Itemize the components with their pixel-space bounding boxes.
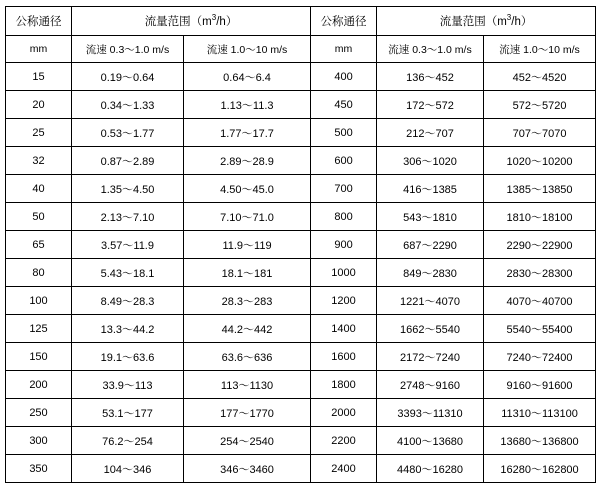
cell-q2-right: 1810～18100 — [484, 203, 596, 231]
cell-dn-left: 15 — [6, 63, 72, 91]
cell-dn-right: 2000 — [311, 399, 377, 427]
table-row — [6, 231, 596, 259]
cell-q2-left: 18.1～181 — [184, 259, 311, 287]
header-range-left-sup: 3 — [211, 13, 217, 23]
cell-q2-left: 63.6～636 — [184, 343, 311, 371]
cell-q2-left: 44.2～442 — [184, 315, 311, 343]
cell-q1-left: 19.1～63.6 — [72, 343, 184, 371]
cell-q1-right: 687～2290 — [377, 231, 484, 259]
cell-dn-right: 2400 — [311, 455, 377, 483]
table-row — [6, 259, 596, 287]
table-row — [6, 91, 596, 119]
cell-q1-left: 76.2～254 — [72, 427, 184, 455]
cell-dn-right: 1000 — [311, 259, 377, 287]
header-range-left-text: 流量范围（m — [144, 16, 212, 28]
header-row-sub — [6, 36, 596, 63]
cell-q1-right: 4100～13680 — [377, 427, 484, 455]
cell-dn-left: 65 — [6, 231, 72, 259]
table-row — [6, 147, 596, 175]
cell-dn-right: 1200 — [311, 287, 377, 315]
cell-dn-right: 1800 — [311, 371, 377, 399]
cell-q1-right: 306～1020 — [377, 147, 484, 175]
header-range-left — [72, 7, 311, 36]
cell-dn-left: 80 — [6, 259, 72, 287]
cell-q2-right: 11310～113100 — [484, 399, 596, 427]
cell-q2-left: 0.64～6.4 — [184, 63, 311, 91]
table-row — [6, 455, 596, 483]
cell-q1-left: 5.43～18.1 — [72, 259, 184, 287]
cell-q1-right: 4480～16280 — [377, 455, 484, 483]
cell-q2-left: 2.89～28.9 — [184, 147, 311, 175]
cell-q1-left: 0.34～1.33 — [72, 91, 184, 119]
table-row — [6, 287, 596, 315]
cell-q2-left: 346～3460 — [184, 455, 311, 483]
cell-q2-left: 177～1770 — [184, 399, 311, 427]
cell-q1-left: 0.53～1.77 — [72, 119, 184, 147]
cell-dn-left: 200 — [6, 371, 72, 399]
table-header — [6, 7, 596, 63]
cell-q1-right: 2748～9160 — [377, 371, 484, 399]
header-dn-right: 公称通径 — [311, 7, 377, 36]
cell-q1-right: 3393～11310 — [377, 399, 484, 427]
subheader-velocity-high-right: 流速 1.0～10 m/s — [484, 36, 596, 63]
cell-dn-right: 600 — [311, 147, 377, 175]
cell-q2-right: 2830～28300 — [484, 259, 596, 287]
cell-dn-left: 150 — [6, 343, 72, 371]
cell-dn-right: 1400 — [311, 315, 377, 343]
cell-q1-left: 33.9～113 — [72, 371, 184, 399]
cell-q2-left: 4.50～45.0 — [184, 175, 311, 203]
table-row — [6, 119, 596, 147]
cell-q2-left: 1.13～11.3 — [184, 91, 311, 119]
cell-dn-left: 40 — [6, 175, 72, 203]
subheader-unit-right: mm — [311, 36, 377, 63]
cell-q1-right: 1221～4070 — [377, 287, 484, 315]
cell-dn-left: 350 — [6, 455, 72, 483]
cell-q2-right: 7240～72400 — [484, 343, 596, 371]
header-range-right — [377, 7, 596, 36]
cell-dn-right: 450 — [311, 91, 377, 119]
table-row — [6, 315, 596, 343]
cell-q2-left: 11.9～119 — [184, 231, 311, 259]
cell-dn-left: 32 — [6, 147, 72, 175]
cell-dn-left: 300 — [6, 427, 72, 455]
cell-q1-left: 1.35～4.50 — [72, 175, 184, 203]
cell-q1-right: 212～707 — [377, 119, 484, 147]
header-dn-left: 公称通径 — [6, 7, 72, 36]
cell-q2-left: 7.10～71.0 — [184, 203, 311, 231]
table-row — [6, 175, 596, 203]
cell-q1-right: 136～452 — [377, 63, 484, 91]
cell-dn-right: 900 — [311, 231, 377, 259]
cell-dn-right: 700 — [311, 175, 377, 203]
cell-q1-right: 849～2830 — [377, 259, 484, 287]
cell-q2-left: 1.77～17.7 — [184, 119, 311, 147]
subheader-velocity-low-right: 流速 0.3～1.0 m/s — [377, 36, 484, 63]
cell-dn-right: 800 — [311, 203, 377, 231]
table-row — [6, 203, 596, 231]
cell-q1-right: 1662～5540 — [377, 315, 484, 343]
cell-dn-left: 20 — [6, 91, 72, 119]
table-row — [6, 399, 596, 427]
cell-q1-left: 3.57～11.9 — [72, 231, 184, 259]
cell-q1-right: 172～572 — [377, 91, 484, 119]
header-row-main — [6, 7, 596, 36]
cell-q1-right: 543～1810 — [377, 203, 484, 231]
header-range-right-text: 流量范围（m — [439, 16, 507, 28]
cell-q2-left: 113～1130 — [184, 371, 311, 399]
cell-dn-right: 1600 — [311, 343, 377, 371]
cell-q2-right: 4070～40700 — [484, 287, 596, 315]
cell-q1-right: 2172～7240 — [377, 343, 484, 371]
cell-q1-left: 53.1～177 — [72, 399, 184, 427]
cell-q2-right: 5540～55400 — [484, 315, 596, 343]
header-range-left-tail: /h） — [216, 16, 238, 28]
cell-dn-right: 2200 — [311, 427, 377, 455]
cell-q1-left: 8.49～28.3 — [72, 287, 184, 315]
flow-range-table — [5, 6, 596, 483]
cell-q1-right: 416～1385 — [377, 175, 484, 203]
cell-dn-left: 250 — [6, 399, 72, 427]
header-range-right-sup: 3 — [506, 13, 512, 23]
cell-q1-left: 13.3～44.2 — [72, 315, 184, 343]
cell-dn-right: 400 — [311, 63, 377, 91]
cell-q2-right: 707～7070 — [484, 119, 596, 147]
cell-dn-right: 500 — [311, 119, 377, 147]
cell-q2-right: 16280～162800 — [484, 455, 596, 483]
cell-dn-left: 125 — [6, 315, 72, 343]
cell-dn-left: 25 — [6, 119, 72, 147]
cell-dn-left: 100 — [6, 287, 72, 315]
cell-q2-right: 1020～10200 — [484, 147, 596, 175]
table-row — [6, 343, 596, 371]
cell-q1-left: 104～346 — [72, 455, 184, 483]
cell-q2-right: 9160～91600 — [484, 371, 596, 399]
table-body — [6, 63, 596, 483]
cell-q1-left: 0.19～0.64 — [72, 63, 184, 91]
table-row — [6, 371, 596, 399]
table-row — [6, 427, 596, 455]
subheader-velocity-low-left: 流速 0.3～1.0 m/s — [72, 36, 184, 63]
cell-q2-right: 13680～136800 — [484, 427, 596, 455]
cell-q1-left: 0.87～2.89 — [72, 147, 184, 175]
subheader-velocity-high-left: 流速 1.0～10 m/s — [184, 36, 311, 63]
cell-q2-right: 1385～13850 — [484, 175, 596, 203]
cell-dn-left: 50 — [6, 203, 72, 231]
cell-q2-right: 572～5720 — [484, 91, 596, 119]
cell-q2-left: 254～2540 — [184, 427, 311, 455]
table-row — [6, 63, 596, 91]
header-range-right-tail: /h） — [511, 16, 533, 28]
cell-q2-right: 452～4520 — [484, 63, 596, 91]
cell-q2-left: 28.3～283 — [184, 287, 311, 315]
cell-q1-left: 2.13～7.10 — [72, 203, 184, 231]
cell-q2-right: 2290～22900 — [484, 231, 596, 259]
subheader-unit-left: mm — [6, 36, 72, 63]
